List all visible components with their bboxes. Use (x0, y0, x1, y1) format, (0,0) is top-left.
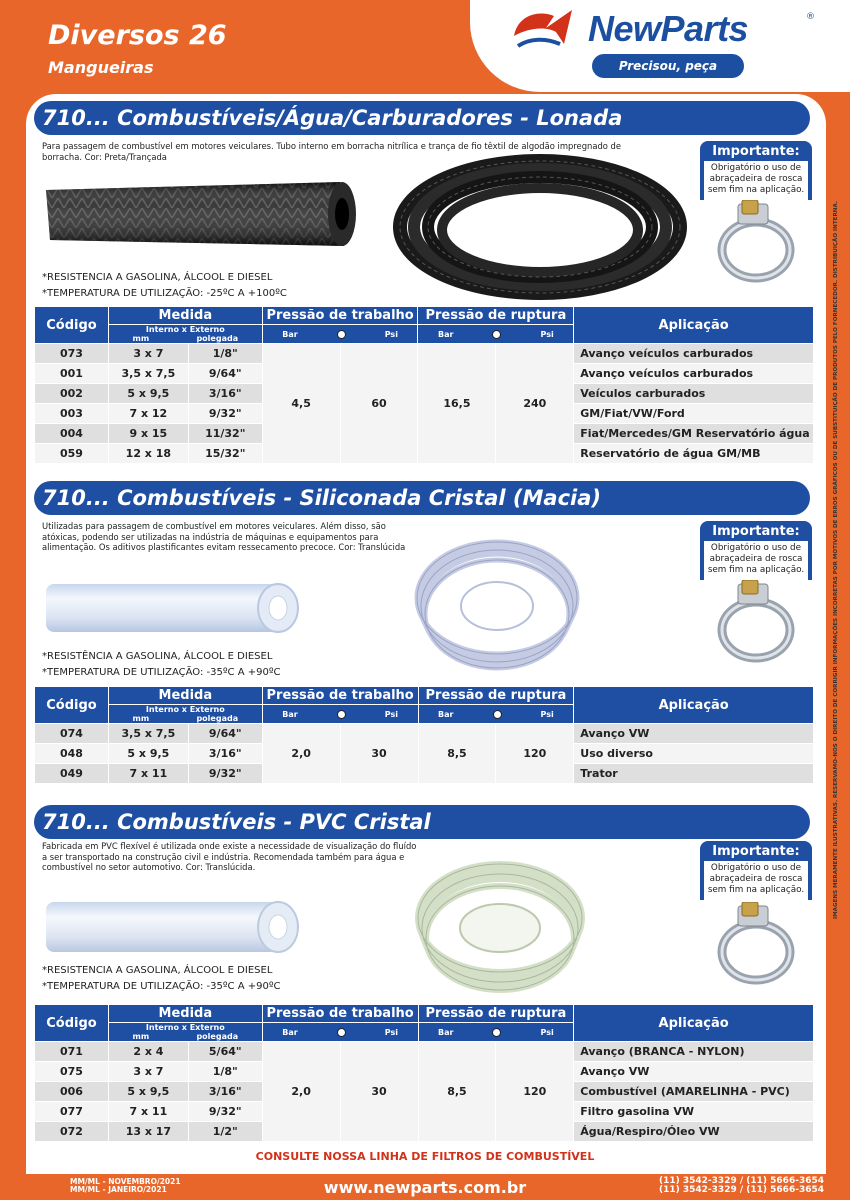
row-mm: 7 x 11 (108, 1102, 188, 1122)
row-code: 059 (35, 444, 109, 464)
row-mm: 5 x 9,5 (108, 744, 188, 764)
pressure-gauge-icon (492, 330, 501, 339)
footer-call-to-action: CONSULTE NOSSA LINHA DE FILTROS DE COMBUSTÍVEL (255, 1150, 595, 1163)
section-1-description: Para passagem de combustível em motores veiculares. Tubo interno em borracha nitrílica e trança de fio têxtil de algodão impregnado de borracha. Cor: Preta/Trançada (42, 141, 622, 162)
section-1-title: 710... Combustíveis/Água/Carburadores - Lonada (34, 101, 810, 135)
section-2-note-temperature: *TEMPERATURA DE UTILIZAÇÃO: -35ºC A +90ºC (42, 667, 281, 678)
row-application: Avanço VW (574, 1062, 814, 1082)
row-pol: 15/32" (188, 444, 262, 464)
row-code: 072 (35, 1122, 109, 1142)
footer-date-1: MM/ML - NOVEMBRO/2021 (70, 1177, 181, 1186)
row-mm: 7 x 11 (108, 764, 188, 784)
section-2-description: Utilizadas para passagem de combustível em motores veiculares. Além disso, são atóxicas, podendo ser utilizadas na indústria de máquinas e equipamentos para alimentação. Os aditivos plastificantes evitam ressecamento precoce. Cor: Translúcida (42, 521, 406, 552)
rupture-bar: 8,5 (418, 724, 496, 784)
row-code: 073 (35, 344, 109, 364)
col-ruptura-units: Bar Psi (418, 325, 574, 344)
col-medida: Medida (108, 1005, 262, 1023)
registered-mark: ® (806, 12, 815, 22)
braided-hose-image (40, 178, 358, 252)
section-1-note-temperature: *TEMPERATURA DE UTILIZAÇÃO: -25ºC A +100ºC (42, 288, 287, 299)
row-code: 001 (35, 364, 109, 384)
row-code: 048 (35, 744, 109, 764)
rupture-psi: 120 (496, 1042, 574, 1142)
brand-name: NewParts (588, 8, 749, 49)
pvc-hose-coil-image (412, 856, 588, 996)
col-trabalho-units: Bar Psi (262, 705, 418, 724)
col-codigo: Código (35, 307, 109, 344)
col-aplicacao: Aplicação (574, 687, 814, 724)
work-psi: 30 (340, 724, 418, 784)
catalog-title: Diversos 26 (48, 20, 227, 51)
row-pol: 3/16" (188, 384, 262, 404)
row-application: Combustível (AMARELINHA - PVC) (574, 1082, 814, 1102)
important-title: Importante: (712, 844, 800, 859)
row-code: 074 (35, 724, 109, 744)
row-application: Avanço veículos carburados (574, 344, 814, 364)
work-bar: 4,5 (262, 344, 340, 464)
row-application: Fiat/Mercedes/GM Reservatório água (574, 424, 814, 444)
col-medida: Medida (108, 687, 262, 705)
row-mm: 3 x 7 (108, 344, 188, 364)
footer-phone-1: (11) 3542-3329 / (11) 5666-3654 (659, 1176, 824, 1186)
col-codigo: Código (35, 1005, 109, 1042)
pressure-gauge-icon (337, 330, 346, 339)
col-aplicacao: Aplicação (574, 1005, 814, 1042)
section-2-spec-table (34, 686, 814, 784)
rupture-bar: 8,5 (418, 1042, 496, 1142)
row-code: 077 (35, 1102, 109, 1122)
side-disclaimer: IMAGENS MERAMENTE ILUSTRATIVAS. RESERVAMO-NOS O DIREITO DE CORRIGIR INFORMAÇÕES INCORRETAS POR MOTIVOS DE ERROS GRÁFICOS OU DE SUBSTITUIÇÃO DE PRODUTOS PELO FORNECEDOR. DISTRIBUIÇÃO INTERNA. (833, 201, 839, 919)
section-3-spec-table (34, 1004, 814, 1142)
section-2-note-resistance: *RESISTÊNCIA A GASOLINA, ÁLCOOL E DIESEL (42, 651, 273, 662)
row-application: Avanço veículos carburados (574, 364, 814, 384)
col-ruptura-units: Bar Psi (418, 1023, 574, 1042)
important-title: Importante: (712, 144, 800, 159)
pressure-gauge-icon (337, 710, 346, 719)
section-1-spec-table (34, 306, 814, 464)
row-code: 002 (35, 384, 109, 404)
row-pol: 9/64" (188, 364, 262, 384)
row-application: Filtro gasolina VW (574, 1102, 814, 1122)
work-bar: 2,0 (262, 724, 340, 784)
pressure-gauge-icon (492, 1028, 501, 1037)
col-trabalho-units: Bar Psi (262, 1023, 418, 1042)
row-pol: 9/32" (188, 1102, 262, 1122)
col-aplicacao: Aplicação (574, 307, 814, 344)
work-bar: 2,0 (262, 1042, 340, 1142)
row-code: 071 (35, 1042, 109, 1062)
braided-hose-coil-image (386, 150, 694, 304)
col-pressao-trabalho: Pressão de trabalho (262, 307, 418, 325)
col-trabalho-units: Bar Psi (262, 325, 418, 344)
col-medida-sub: Interno x Externo mm polegada (108, 705, 262, 724)
row-application: GM/Fiat/VW/Ford (574, 404, 814, 424)
row-mm: 13 x 17 (108, 1122, 188, 1142)
row-application: Avanço (BRANCA - NYLON) (574, 1042, 814, 1062)
row-mm: 3 x 7 (108, 1062, 188, 1082)
section-1-important-box (700, 141, 812, 200)
row-mm: 3,5 x 7,5 (108, 724, 188, 744)
row-application: Reservatório de água GM/MB (574, 444, 814, 464)
row-code: 075 (35, 1062, 109, 1082)
row-mm: 3,5 x 7,5 (108, 364, 188, 384)
footer-website-link[interactable]: www.newparts.com.br (323, 1178, 527, 1197)
footer-phone-2: (11) 3542-3329 / (11) 5666-3654 (659, 1185, 824, 1195)
rupture-bar: 16,5 (418, 344, 496, 464)
col-medida-sub: Interno x Externo mm polegada (108, 1023, 262, 1042)
row-application: Uso diverso (574, 744, 814, 764)
row-code: 006 (35, 1082, 109, 1102)
important-body: Obrigatório o uso de abraçadeira de rosca sem fim na aplicação. (704, 161, 808, 200)
hose-clamp-image (716, 902, 796, 986)
row-pol: 1/2" (188, 1122, 262, 1142)
pressure-gauge-icon (337, 1028, 346, 1037)
row-pol: 3/16" (188, 1082, 262, 1102)
hose-clamp-image (716, 580, 796, 664)
pressure-gauge-icon (493, 710, 502, 719)
row-code: 004 (35, 424, 109, 444)
important-body: Obrigatório o uso de abraçadeira de rosca sem fim na aplicação. (704, 541, 808, 580)
work-psi: 30 (340, 1042, 418, 1142)
col-codigo: Código (35, 687, 109, 724)
hose-clamp-image (716, 200, 796, 284)
section-1-note-resistance: *RESISTENCIA A GASOLINA, ÁLCOOL E DIESEL (42, 272, 273, 283)
row-code: 049 (35, 764, 109, 784)
row-mm: 12 x 18 (108, 444, 188, 464)
brand-slogan: Precisou, peça (592, 54, 744, 78)
col-pressao-trabalho: Pressão de trabalho (262, 687, 418, 705)
section-3-description: Fabricada em PVC flexível é utilizada onde existe a necessidade de visualização do fluído a ser transportado na construção civil e indústria. Recomendada também para água e combustível no setor automotivo. Cor: Translúcida. (42, 841, 417, 872)
row-pol: 11/32" (188, 424, 262, 444)
col-ruptura-units: Bar Psi (418, 705, 574, 724)
row-pol: 9/64" (188, 724, 262, 744)
row-mm: 7 x 12 (108, 404, 188, 424)
newparts-logo-mark (510, 6, 580, 54)
row-mm: 9 x 15 (108, 424, 188, 444)
col-medida-sub: Interno x Externo mm polegada (108, 325, 262, 344)
row-pol: 1/8" (188, 344, 262, 364)
col-pressao-ruptura: Pressão de ruptura (418, 687, 574, 705)
col-pressao-ruptura: Pressão de ruptura (418, 307, 574, 325)
row-pol: 9/32" (188, 404, 262, 424)
work-psi: 60 (340, 344, 418, 464)
row-pol: 3/16" (188, 744, 262, 764)
row-pol: 1/8" (188, 1062, 262, 1082)
footer-date-2: MM/ML - JANEIRO/2021 (70, 1185, 167, 1194)
rupture-psi: 240 (496, 344, 574, 464)
silicone-hose-image (40, 580, 302, 636)
col-medida: Medida (108, 307, 262, 325)
important-title: Importante: (712, 524, 800, 539)
section-2-important-box (700, 521, 812, 580)
section-3-title: 710... Combustíveis - PVC Cristal (34, 805, 810, 839)
rupture-psi: 120 (496, 724, 574, 784)
page-header (0, 0, 850, 92)
row-mm: 5 x 9,5 (108, 384, 188, 404)
col-pressao-ruptura: Pressão de ruptura (418, 1005, 574, 1023)
section-2-title: 710... Combustíveis - Siliconada Cristal (Macia) (34, 481, 810, 515)
silicone-hose-coil-image (412, 532, 582, 672)
row-pol: 9/32" (188, 764, 262, 784)
row-application: Água/Respiro/Óleo VW (574, 1122, 814, 1142)
row-pol: 5/64" (188, 1042, 262, 1062)
important-body: Obrigatório o uso de abraçadeira de rosca sem fim na aplicação. (704, 861, 808, 900)
row-code: 003 (35, 404, 109, 424)
col-pressao-trabalho: Pressão de trabalho (262, 1005, 418, 1023)
row-mm: 2 x 4 (108, 1042, 188, 1062)
section-3-important-box (700, 841, 812, 900)
row-mm: 5 x 9,5 (108, 1082, 188, 1102)
section-3-note-resistance: *RESISTENCIA A GASOLINA, ÁLCOOL E DIESEL (42, 965, 273, 976)
footer-phones (659, 1177, 824, 1195)
row-application: Trator (574, 764, 814, 784)
pvc-hose-image (40, 898, 302, 956)
row-application: Avanço VW (574, 724, 814, 744)
section-3-note-temperature: *TEMPERATURA DE UTILIZAÇÃO: -35ºC A +90ºC (42, 981, 281, 992)
row-application: Veículos carburados (574, 384, 814, 404)
catalog-subtitle: Mangueiras (48, 58, 154, 77)
